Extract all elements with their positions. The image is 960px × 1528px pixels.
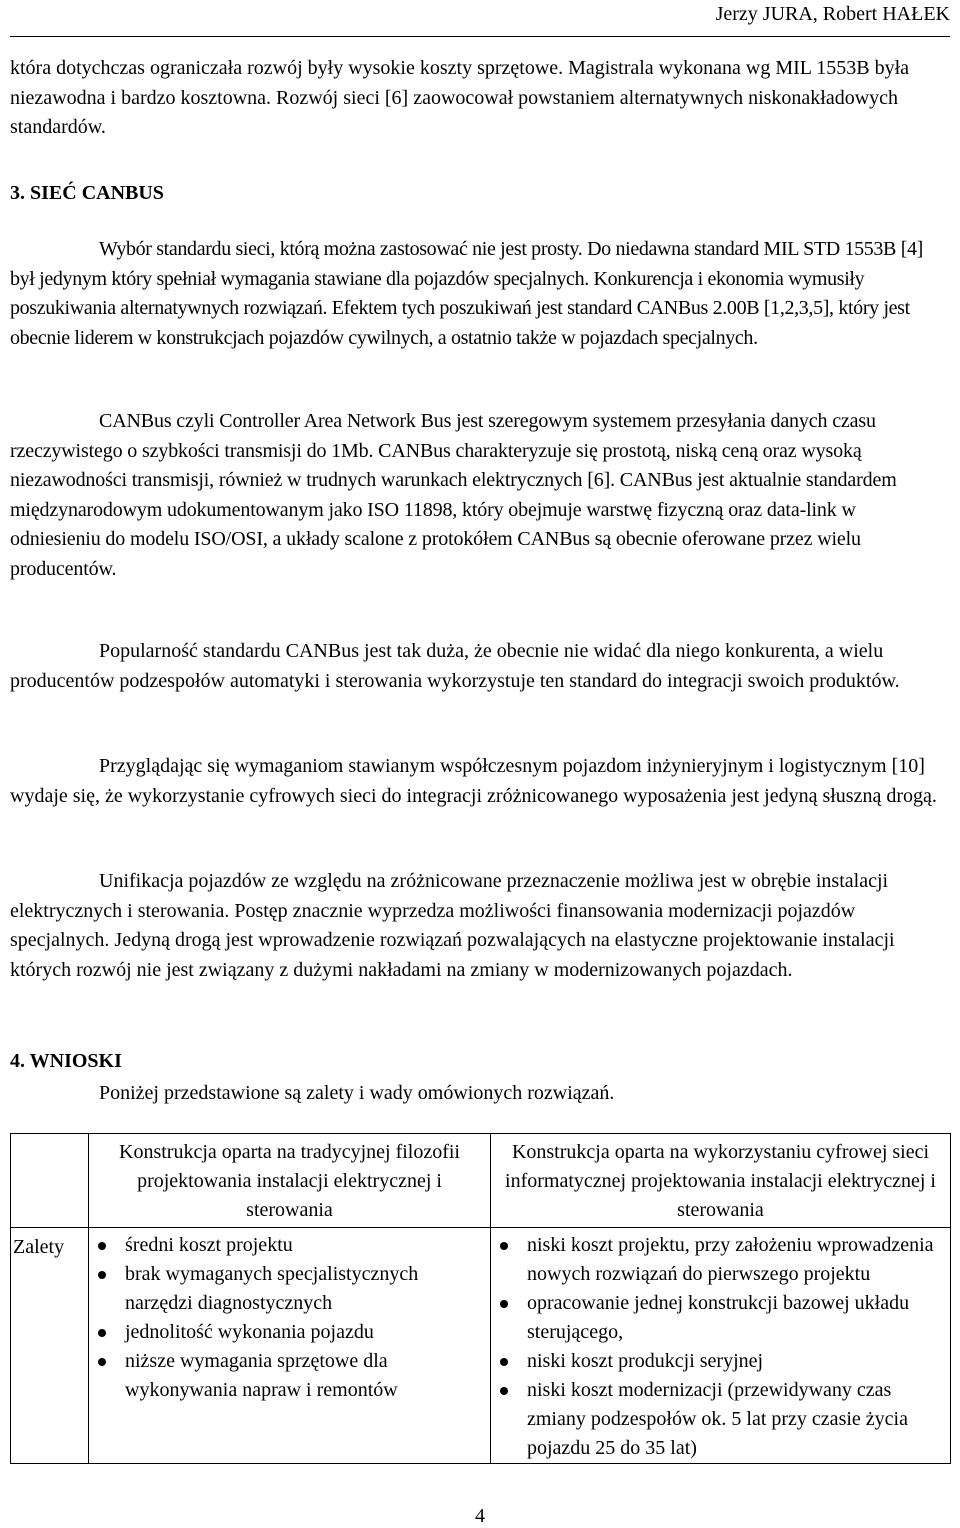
- list-item: brak wymaganych specjalistycznych narzędzi diagnostycznych: [89, 1260, 486, 1318]
- list-item: niski koszt modernizacji (przewidywany czas zmiany podzespołów ok. 5 lat przy czasie życia pojazdu 25 do 35 lat): [491, 1376, 946, 1463]
- paragraph-continued: która dotychczas ograniczała rozwój były wysokie koszty sprzętowe. Magistrala wykonana wg MIL 1553B była niezawodna i bardzo kosztowna. Rozwój sieci [6] zaowocował powstaniem alternatywnych niskonakładowych standardów.: [10, 57, 910, 138]
- table-header-digital: Konstrukcja oparta na wykorzystaniu cyfrowej sieci informatycznej projektowania instalacji elektrycznej i sterowania: [491, 1134, 951, 1228]
- list-item: opracowanie jednej konstrukcji bazowej układu sterującego,: [491, 1289, 946, 1347]
- table-header-row: [11, 1134, 951, 1228]
- paragraph-canbus-definition: CANBus czyli Controller Area Network Bus jest szeregowym systemem przesyłania danych czasu rzeczywistego o szybkości transmisji do 1Mb. CANBus charakteryzuje się prostotą, niską ceną oraz wysoką niezawodności transmisji, również w trudnych warunkach elektrycznych [6]. CANBus jest aktualnie standardem międzynarodowym udokumentowanym jako ISO 11898, który obejmuje warstwę fizyczną oraz data-link w odniesieniu do modelu ISO/OSI, a układy scalone z protokółem CANBus są obecnie oferowane przez wielu producentów.: [10, 410, 897, 580]
- digital-advantages-list: [491, 1228, 950, 1463]
- digital-advantages-cell: [491, 1228, 951, 1464]
- paragraph-standard-choice: Wybór standardu sieci, którą można zastosować nie jest prosty. Do niedawna standard MIL STD 1553B [4] był jedynym który spełniał wymagania stawiane dla pojazdów specjalnych. Konkurencja i ekonomia wymusiły poszukiwania alternatywnych rozwiązań. Efektem tych poszukiwań jest standard CANBus 2.00B [1,2,3,5], który jest obecnie liderem w konstrukcjach pojazdów cywilnych, a ostatnio także w pojazdach specjalnych.: [10, 238, 923, 349]
- traditional-advantages-list: [89, 1228, 490, 1405]
- paragraph-popularity: Popularność standardu CANBus jest tak duża, że obecnie nie widać dla niego konkurenta, a wielu producentów podzespołów automatyki i sterowania wykorzystuje ten standard do integracji swoich produktów.: [10, 640, 900, 692]
- table-header-empty: [11, 1134, 89, 1228]
- section-heading-3: 3. SIEĆ CANBUS: [10, 182, 164, 204]
- list-item: jednolitość wykonania pojazdu: [89, 1318, 486, 1347]
- traditional-advantages-cell: [89, 1228, 491, 1464]
- paragraph-requirements: Przyglądając się wymaganiom stawianym współczesnym pojazdom inżynieryjnym i logistycznym [10] wydaje się, że wykorzystanie cyfrowych sieci do integracji zróżnicowanego wyposażenia jest jedyną słuszną drogą.: [10, 755, 937, 807]
- paragraph-unification: Unifikacja pojazdów ze względu na zróżnicowane przeznaczenie możliwa jest w obrębie instalacji elektrycznych i sterowania. Postęp znacznie wyprzedza możliwości finansowania modernizacji pojazdów specjalnych. Jedyną drogą jest wprowadzenie rozwiązań pozwalających na elastyczne projektowanie instalacji których rozwój nie jest związany z dużymi nakładami na zmiany w modernizowanych pojazdach.: [10, 870, 895, 981]
- page-number: 4: [475, 1505, 485, 1527]
- list-item: średni koszt projektu: [89, 1231, 486, 1260]
- list-item: niski koszt produkcji seryjnej: [491, 1347, 946, 1376]
- list-item: niski koszt projektu, przy założeniu wprowadzenia nowych rozwiązań do pierwszego projektu: [491, 1231, 946, 1289]
- table-header-traditional: Konstrukcja oparta na tradycyjnej filozofii projektowania instalacji elektrycznej i sterowania: [89, 1134, 491, 1228]
- section-heading-4: 4. WNIOSKI: [10, 1050, 122, 1072]
- row-label-advantages: Zalety: [11, 1228, 89, 1464]
- list-item: niższe wymagania sprzętowe dla wykonywania napraw i remontów: [89, 1347, 486, 1405]
- table-row: [11, 1228, 951, 1464]
- running-header-authors: Jerzy JURA, Robert HAŁEK: [715, 3, 950, 25]
- paragraph-conclusion-intro: Poniżej przedstawione są zalety i wady omówionych rozwiązań.: [99, 1082, 615, 1104]
- header-divider: [10, 36, 950, 37]
- comparison-table: [10, 1133, 951, 1464]
